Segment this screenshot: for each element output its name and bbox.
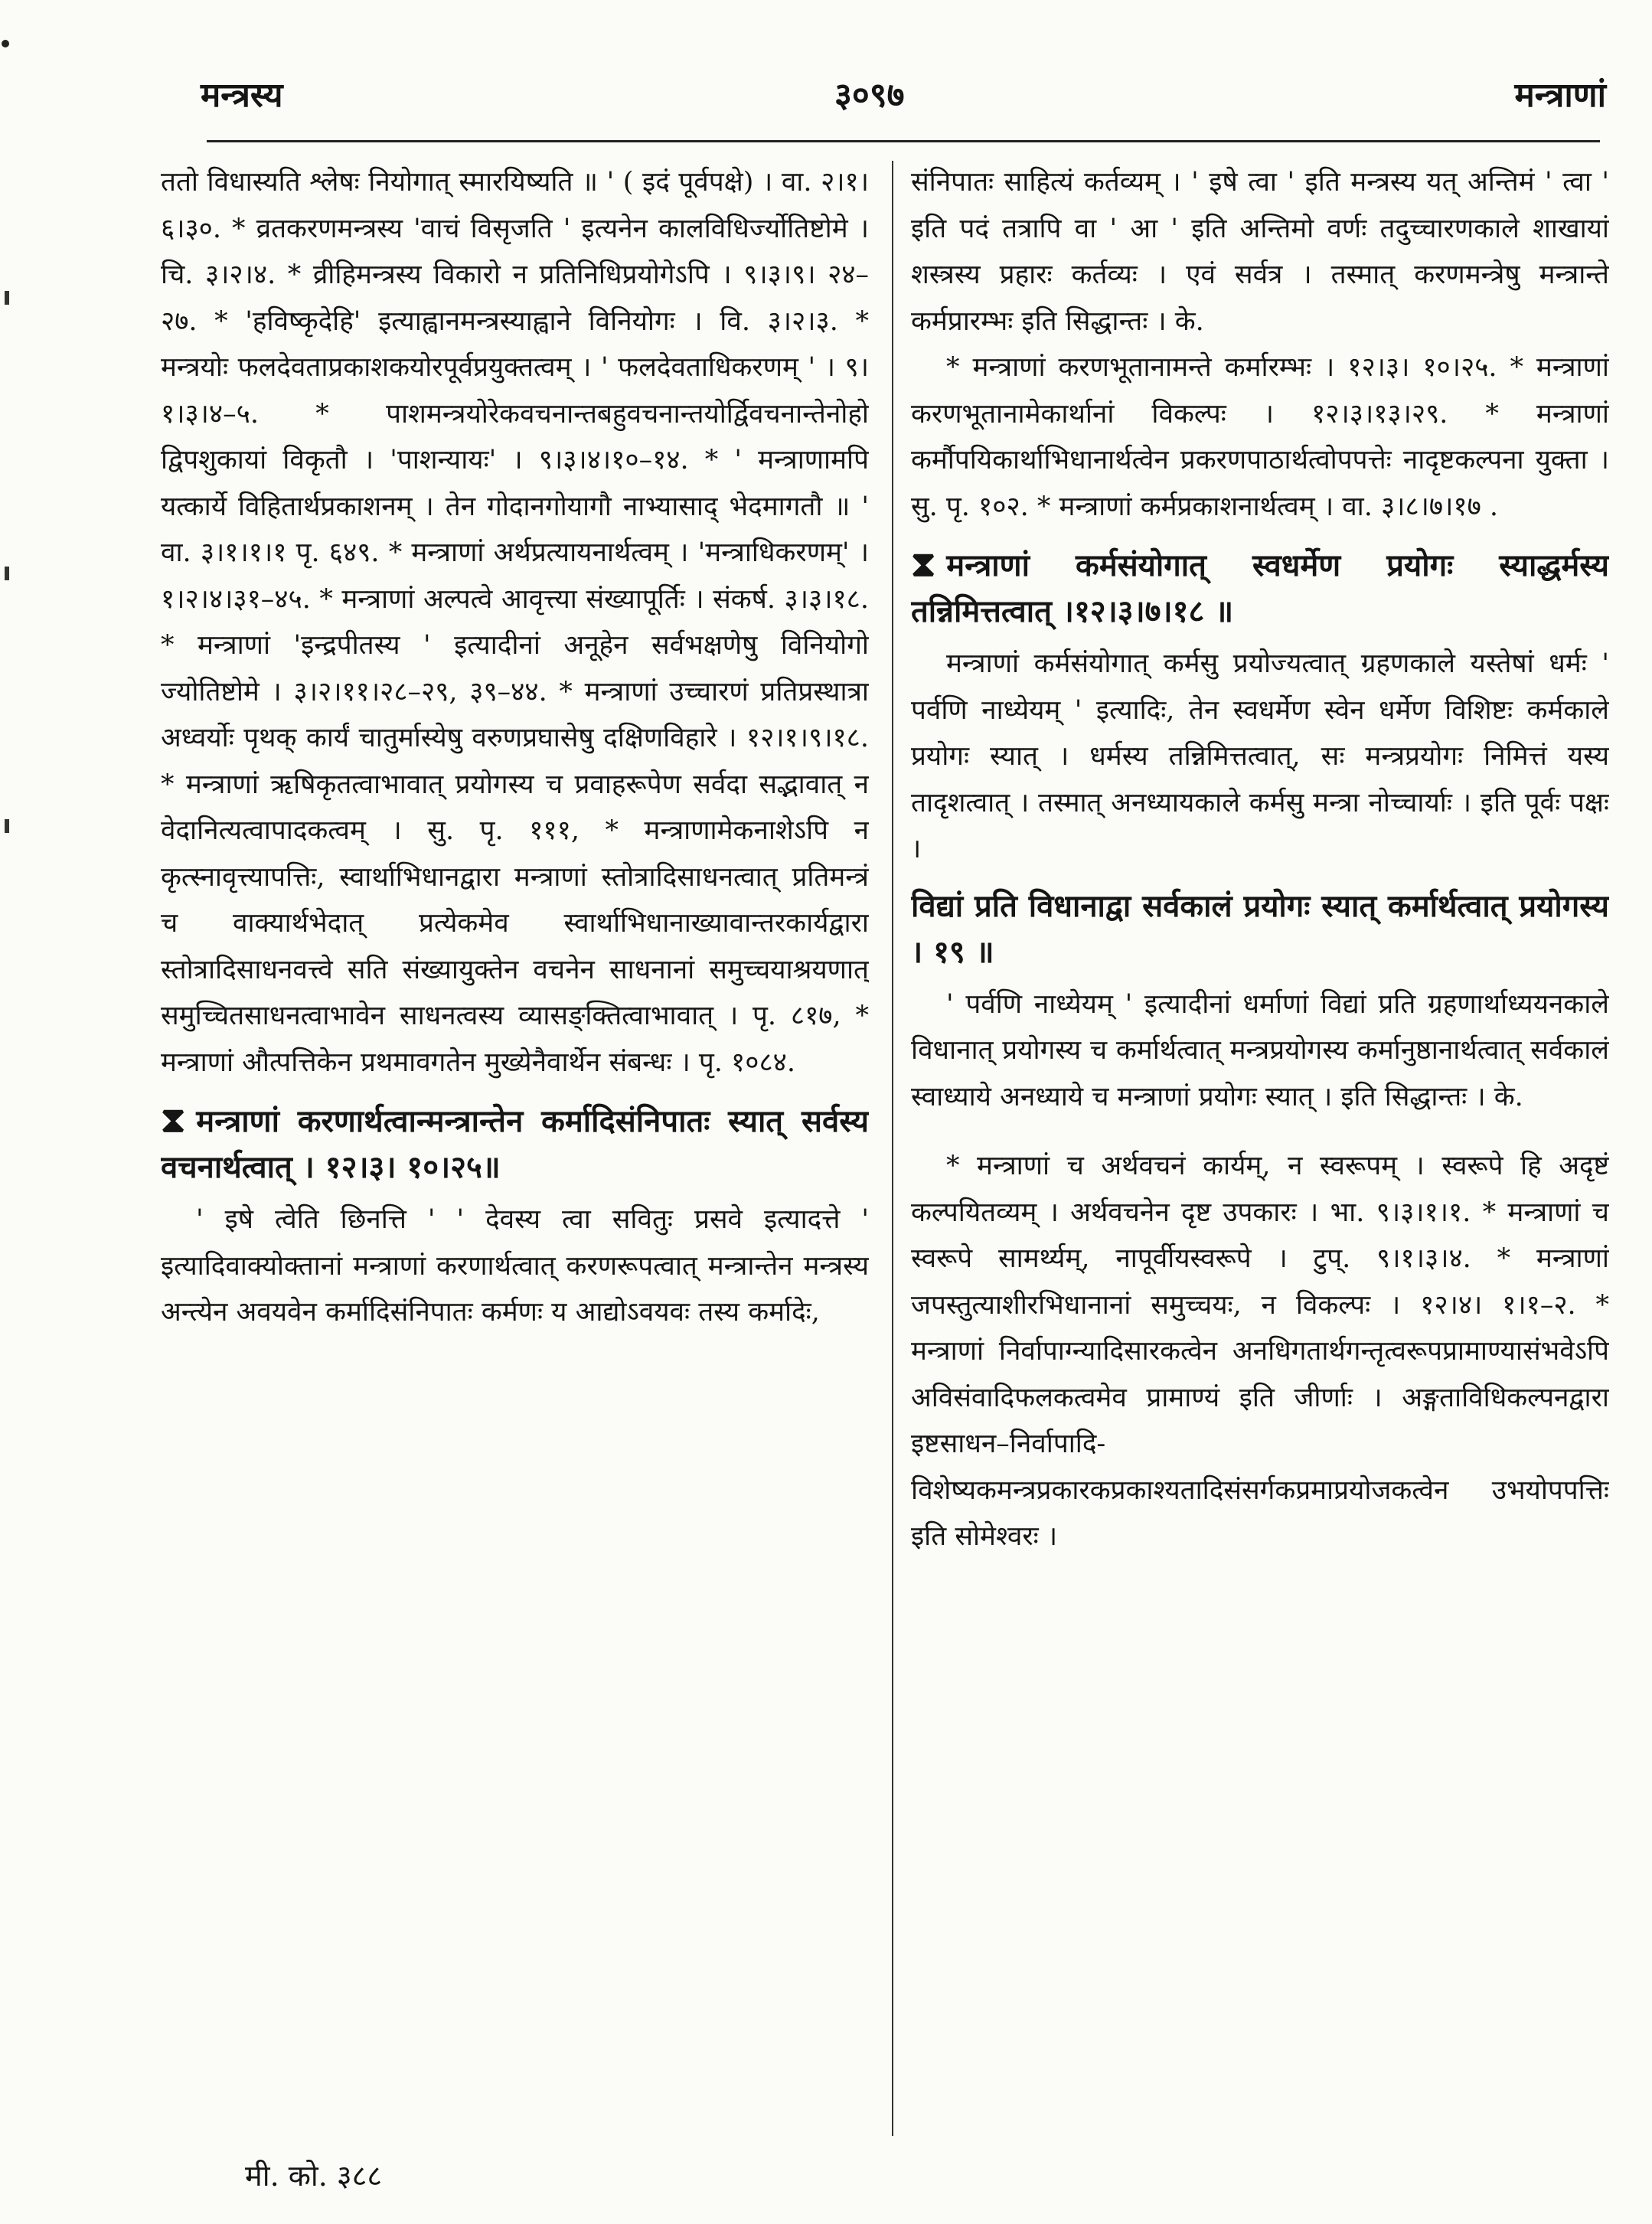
margin-mark xyxy=(5,819,9,833)
hourglass-icon: ⧗ xyxy=(911,543,936,584)
left-sutra-heading xyxy=(161,1096,869,1190)
right-paragraph-1: संनिपातः साहित्यं कर्तव्यम् । ' इषे त्वा ' इति मन्त्रस्य यत् अन्तिमं ' त्वा ' इति पदं तत्रापि वा ' आ ' इति अन्तिमो वर्णः तदुच्चारणकाले शाखायां शस्त्रस्य प्रहारः कर्तव्यः । एवं सर्वत्र । तस्मात् करणमन्त्रेषु मन्त्रान्ते कर्मप्रारम्भः इति सिद्धान्तः । के. xyxy=(911,167,1609,337)
right-sutra-text-2: विद्यां प्रति विधानाद्वा सर्वकालं प्रयोगः स्यात् कर्मार्थत्वात् प्रयोगस्य । १९ ॥ xyxy=(911,887,1609,970)
left-column xyxy=(161,159,869,2150)
right-sutra-text-1: मन्त्राणां कर्मसंयोगात् स्वधर्मेण प्रयोगः स्याद्धर्मस्य तन्निमित्तत्वात् ।१२।३।७।१८ ॥ xyxy=(911,547,1609,629)
hourglass-icon: ⧗ xyxy=(161,1099,186,1140)
left-sutra-text: मन्त्राणां करणार्थत्वान्मन्त्रान्तेन कर्मादिसंनिपातः स्यात् सर्वस्य वचनार्थत्वात् । १२।३। १०।२५॥ xyxy=(161,1103,869,1185)
right-paragraph-5: * मन्त्राणां च अर्थवचनं कार्यम्, न स्वरूपम् । स्वरूपे हि अदृष्टं कल्पयितव्यम् । अर्थवचनेन दृष्ट उपकारः । भा. ९।३।१।१. * मन्त्राणां च स्वरूपे सामर्थ्यम्, नापूर्वीयस्वरूपे । टुप्. ९।१।३।४. * मन्त्राणां जपस्तुत्याशीरभिधानानां समुच्चयः, न विकल्पः । १२।४। १।१–२. * मन्त्राणां निर्वापाग्न्यादिसारकत्वेन अनधिगतार्थगन्तृत्वरूपप्रामाण्यासंभवेऽपि अविसंवादिफलकत्वमेव प्रामाण्यं इति जीर्णाः । अङ्गताविधिकल्पनद्वारा इष्टसाधन–निर्वापादि-विशेष्यकमन्त्रप्रकारकप्रकाश्यतादिसंसर्गकप्रमाप्रयोजकत्वेन उभयोपपत्तिः इति सोमेश्वरः । xyxy=(911,1151,1609,1552)
margin-mark xyxy=(5,567,9,580)
column-divider xyxy=(892,161,893,2136)
footer-signature: मी. को. ३८८ xyxy=(245,2159,383,2193)
running-head-right: मन्त्राणां xyxy=(1514,76,1606,115)
running-head-left: मन्त्रस्य xyxy=(201,76,283,115)
right-column xyxy=(911,159,1609,2150)
left-paragraph-2: ' इषे त्वेति छिनत्ति ' ' देवस्य त्वा सवितुः प्रसवे इत्यादत्ते ' इत्यादिवाक्योक्तानां मन्त्राणां करणार्थत्वात् करणरूपत्वात् मन्त्रान्तेन मन्त्रस्य अन्त्येन अवयवेन कर्मादिसंनिपातः कर्मणः य आद्योऽवयवः तस्य कर्मादेः, xyxy=(161,1204,869,1328)
right-sutra-heading-1 xyxy=(911,540,1609,635)
margin-dot xyxy=(2,40,9,47)
right-paragraph-4: ' पर्वणि नाध्येयम् ' इत्यादीनां धर्माणां विद्यां प्रति ग्रहणार्थाध्ययनकाले विधानात् प्रयोगस्य च कर्मार्थत्वात् मन्त्रप्रयोगस्य कर्मानुष्ठानार्थत्वात् सर्वकालं स्वाध्याये अनध्याये च मन्त्राणां प्रयोगः स्यात् । इति सिद्धान्तः । के. xyxy=(911,988,1609,1112)
header-rule xyxy=(207,140,1600,142)
left-paragraph-1: ततो विधास्यति श्लेषः नियोगात् स्मारयिष्यति ॥ ' ( इदं पूर्वपक्षे) । वा. २।१।६।३०. * व्रतकरणमन्त्रस्य 'वाचं विसृजति ' इत्यनेन कालविधिर्ज्योतिष्टोमे । चि. ३।२।४. * व्रीहिमन्त्रस्य विकारो न प्रतिनिधिप्रयोगेऽपि । ९।३।९। २४–२७. * 'हविष्कृदेहि' इत्याह्वानमन्त्रस्याह्वाने विनियोगः । वि. ३।२।३. * मन्त्रयोः फलदेवताप्रकाशकयोरपूर्वप्रयुक्तत्वम् । ' फलदेवताधिकरणम् ' । ९।१।३।४–५. * पाशमन्त्रयोरेकवचनान्तबहुवचनान्तयोर्द्विवचनान्तेनोहो द्विपशुकायां विकृतौ । 'पाशन्यायः' । ९।३।४।१०–१४. * ' मन्त्राणामपि यत्कार्ये विहितार्थप्रकाशनम् । तेन गोदानगोयागौ नाभ्यासाद् भेदमागतौ ॥ ' वा. ३।१।१।१ पृ. ६४९. * मन्त्राणां अर्थप्रत्यायनार्थत्वम् । 'मन्त्राधिकरणम्' । १।२।४।३१–४५. * मन्त्राणां अल्पत्वे आवृत्त्या संख्यापूर्तिः । संकर्ष. ३।३।१८. * मन्त्राणां 'इन्द्रपीतस्य ' इत्यादीनां अनूहेन सर्वभक्षणेषु विनियोगो ज्योतिष्टोमे । ३।२।११।२८–२९, ३९–४४. * मन्त्राणां उच्चारणं प्रतिप्रस्थात्रा अध्वर्योः पृथक् कार्यं चातुर्मास्येषु वरुणप्रघासेषु दक्षिणविहारे । १२।१।९।१८. * मन्त्राणां ऋषिकृतत्वाभावात् प्रयोगस्य च प्रवाहरूपेण सर्वदा सद्भावात् न वेदानित्यत्वापादकत्वम् । सु. पृ. १११, * मन्त्राणामेकनाशेऽपि न कृत्स्नावृत्त्यापत्तिः, स्वार्थाभिधानद्वारा मन्त्राणां स्तोत्रादिसाधनत्वात् प्रतिमन्त्रं च वाक्यार्थभेदात् प्रत्येकमेव स्वार्थाभिधानाख्यावान्तरकार्यद्वारा स्तोत्रादिसाधनवत्त्वे सति संख्यायुक्तेन वचनेन साधनानां समुच्चयाश्रयणात् समुच्चितसाधनत्वाभावेन साधनत्वस्य व्यासङ्क्तित्वाभावात् । पृ. ८१७, * मन्त्राणां औत्पत्तिकेन प्रथमावगतेन मुख्येनैवार्थेन संबन्धः । पृ. १०८४. xyxy=(161,167,869,1078)
page-number: ३०९७ xyxy=(834,76,905,115)
margin-mark xyxy=(5,291,9,305)
right-paragraph-2: * मन्त्राणां करणभूतानामन्ते कर्मारम्भः । १२।३। १०।२५. * मन्त्राणां करणभूतानामेकार्थानां विकल्पः । १२।३।१३।२९. * मन्त्राणां कर्मौपयिकार्थाभिधानार्थत्वेन प्रकरणपाठार्थत्वोपपत्तेः नादृष्टकल्पना युक्ता । सु. पृ. १०२. * मन्त्राणां कर्मप्रकाशनार्थत्वम् । वा. ३।८।७।१७ . xyxy=(911,352,1609,522)
right-paragraph-3: मन्त्राणां कर्मसंयोगात् कर्मसु प्रयोज्यत्वात् ग्रहणकाले यस्तेषां धर्मः ' पर्वणि नाध्येयम् ' इत्यादिः, तेन स्वधर्मेण स्वेन धर्मेण विशिष्टः कर्मकाले प्रयोगः स्यात् । धर्मस्य तन्निमित्तत्वात्, सः मन्त्रप्रयोगः निमित्तं यस्य तादृशत्वात् । तस्मात् अनध्यायकाले कर्मसु मन्त्रा नोच्चार्याः । इति पूर्वः पक्षः । xyxy=(911,648,1609,864)
spacer xyxy=(911,1120,1609,1143)
right-sutra-heading-2 xyxy=(911,883,1609,975)
